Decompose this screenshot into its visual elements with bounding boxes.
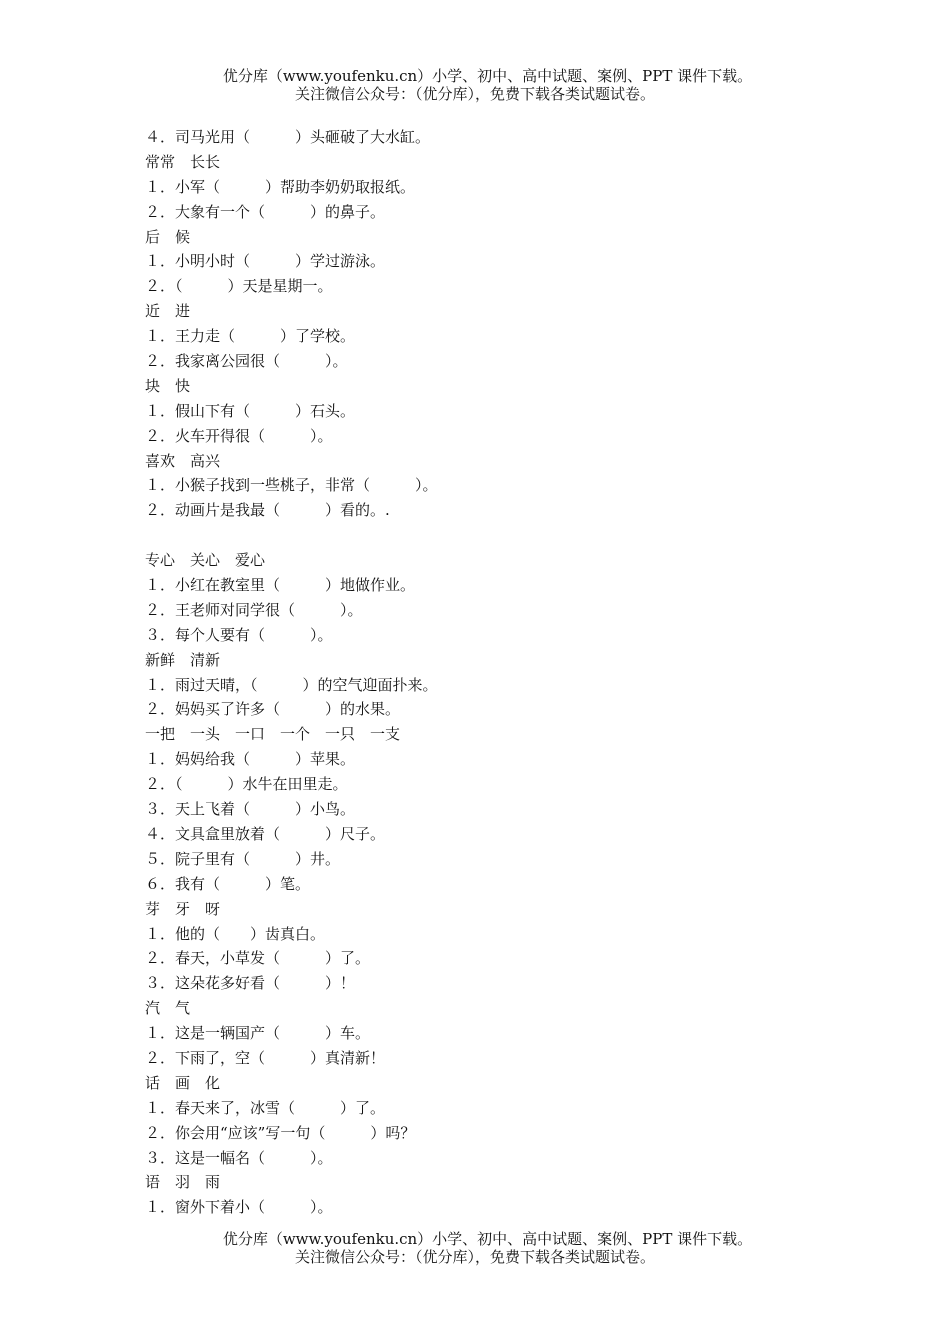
exercise-line: 块 快 xyxy=(145,376,191,395)
exercise-line: ２．我家离公园很（ ）。 xyxy=(145,352,348,371)
exercise-line: １．小猴子找到一些桃子，非常（ ）。 xyxy=(145,476,438,495)
footer-line-1: 优分库（www.youfenku.cn）小学、初中、高中试题、案例、PPT 课件下载。 xyxy=(222,1230,753,1248)
footer-line-2: 关注微信公众号：（优分库），免费下载各类试题试卷。 xyxy=(294,1248,655,1266)
exercise-line: ２．（ ）天是星期一。 xyxy=(145,277,333,296)
exercise-line: ２．（ ）水牛在田里走。 xyxy=(145,775,348,794)
exercise-line: ３．这朵花多好看（ ）！ xyxy=(145,974,356,993)
exercise-line: ４．文具盒里放着（ ）尺子。 xyxy=(145,824,386,843)
exercise-line: ２．妈妈买了许多（ ）的水果。 xyxy=(145,700,401,719)
exercise-line: １．假山下有（ ）石头。 xyxy=(145,401,356,420)
exercise-line: １．小红在教室里（ ）地做作业。 xyxy=(145,576,416,595)
exercise-line: ２．王老师对同学很（ ）。 xyxy=(145,600,363,619)
exercise-line: 喜欢 高兴 xyxy=(145,451,221,470)
exercise-line: １．妈妈给我（ ）苹果。 xyxy=(145,750,356,769)
exercise-line: ２．你会用“应该”写一句（ ）吗？ xyxy=(145,1123,416,1142)
exercise-line: １．小军（ ）帮助李奶奶取报纸。 xyxy=(145,177,416,196)
exercise-line: 话 画 化 xyxy=(145,1073,221,1092)
exercise-line: ３．每个人要有（ ）。 xyxy=(145,625,333,644)
exercise-line: ６．我有（ ）笔。 xyxy=(145,874,311,893)
exercise-line: 近 进 xyxy=(145,302,191,321)
exercise-line: １．窗外下着小（ ）。 xyxy=(145,1198,333,1217)
exercise-line: １．小明小时（ ）学过游泳。 xyxy=(145,252,386,271)
exercise-line: １．他的（ ）齿真白。 xyxy=(145,924,326,943)
exercise-line: 专心 关心 爱心 xyxy=(145,551,266,570)
exercise-line: ２．下雨了，空（ ）真清新！ xyxy=(145,1048,386,1067)
exercise-line: ３．这是一幅名（ ）。 xyxy=(145,1148,333,1167)
exercise-line: 常常 长长 xyxy=(145,152,221,171)
exercise-line: １．王力走（ ）了学校。 xyxy=(145,327,356,346)
exercise-line: 汽 气 xyxy=(145,999,191,1018)
exercise-line: ２．大象有一个（ ）的鼻子。 xyxy=(145,202,386,221)
page-footer xyxy=(0,1230,950,1266)
exercise-content xyxy=(145,125,845,1220)
exercise-line: 一把 一头 一口 一个 一只 一支 xyxy=(145,725,401,744)
header-line-2: 关注微信公众号：（优分库），免费下载各类试题试卷。 xyxy=(294,85,655,103)
exercise-line: １．雨过天晴，（ ）的空气迎面扑来。 xyxy=(145,675,438,694)
exercise-line: ４．司马光用（ ）头砸破了大水缸。 xyxy=(145,128,431,146)
exercise-line: ５．院子里有（ ）井。 xyxy=(145,849,341,868)
header-line-1: 优分库（www.youfenku.cn）小学、初中、高中试题、案例、PPT 课件下载。 xyxy=(222,67,753,85)
exercise-line: 新鲜 清新 xyxy=(145,650,221,669)
page-header xyxy=(0,67,950,103)
exercise-line: ２．春天，小草发（ ）了。 xyxy=(145,949,371,968)
exercise-line: 语 羽 雨 xyxy=(145,1173,221,1192)
exercise-line: １．这是一辆国产（ ）车。 xyxy=(145,1024,371,1043)
exercise-line xyxy=(145,523,845,548)
exercise-line: ３．天上飞着（ ）小鸟。 xyxy=(145,800,356,819)
exercise-line: ２．动画片是我最（ ）看的。. xyxy=(145,501,390,520)
exercise-line: 后 候 xyxy=(145,227,191,246)
exercise-line: １．春天来了，冰雪（ ）了。 xyxy=(145,1098,386,1117)
exercise-line: ２．火车开得很（ ）。 xyxy=(145,426,333,445)
exercise-line: 芽 牙 呀 xyxy=(145,899,221,918)
